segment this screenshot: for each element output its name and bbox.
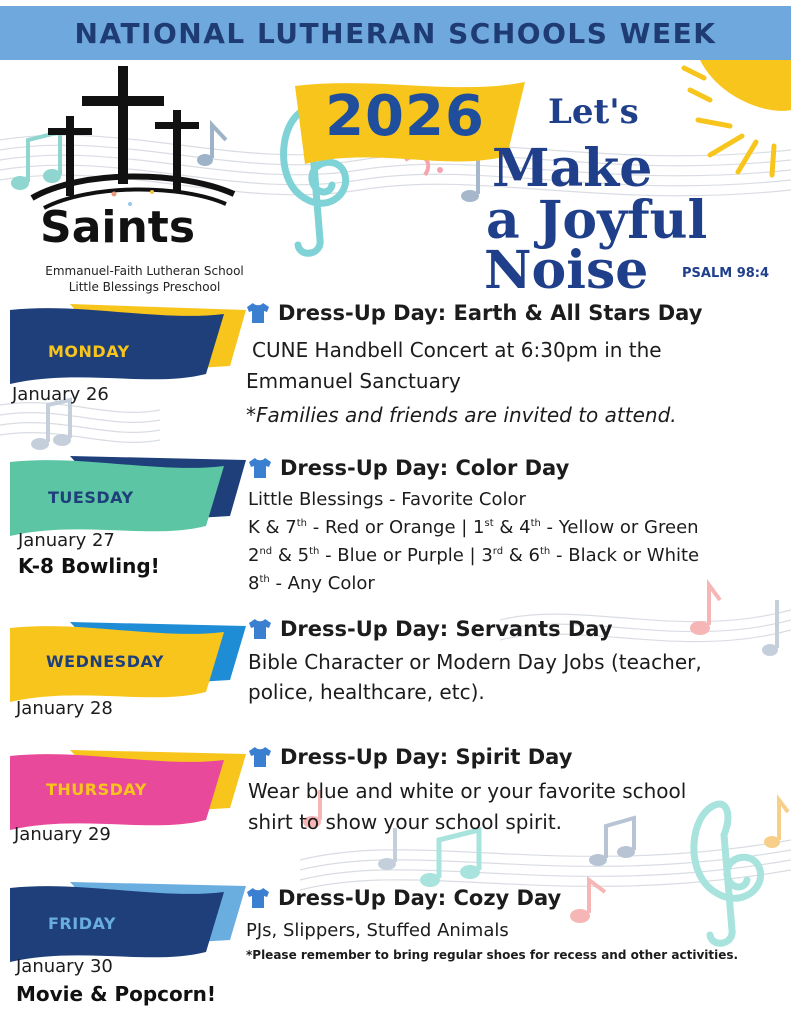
- music-note-icon: [690, 585, 720, 635]
- theme-line-1: Let's: [548, 92, 639, 132]
- shirt-icon: [246, 887, 270, 909]
- day-date-friday: January 30: [16, 956, 113, 977]
- day-date-thursday: January 29: [14, 824, 111, 845]
- theme-line-2: Make: [492, 138, 653, 199]
- day-label-friday: FRIDAY: [48, 914, 116, 933]
- event-note: *Please remember to bring regular shoes for recess and other activities.: [246, 948, 739, 962]
- event-line: Bible Character or Modern Day Jobs (teacher,: [248, 650, 702, 674]
- page-title: NATIONAL LUTHERAN SCHOOLS WEEK: [74, 16, 717, 50]
- ordinal-suffix: rd: [492, 546, 504, 557]
- event-line: CUNE Handbell Concert at 6:30pm in the: [252, 338, 662, 362]
- dress-up-heading-friday: [246, 886, 561, 910]
- ordinal-suffix: th: [309, 546, 320, 557]
- shirt-icon: [248, 618, 272, 640]
- day-label-wednesday: WEDNESDAY: [46, 652, 164, 671]
- day-date-wednesday: January 28: [16, 698, 113, 719]
- day-banner-monday: [10, 300, 250, 392]
- dress-up-title: Dress-Up Day: Servants Day: [280, 617, 613, 641]
- treble-clef-icon: [694, 804, 761, 943]
- ordinal-suffix: th: [530, 518, 541, 529]
- day-date-monday: January 26: [12, 384, 109, 405]
- school-logo-text: Saints: [40, 202, 196, 253]
- day-date-tuesday: January 27: [18, 530, 115, 551]
- grade-color-line: 2nd & 5th - Blue or Purple | 3rd & 6th - Black or White: [248, 545, 700, 566]
- dress-up-title: Dress-Up Day: Cozy Day: [278, 886, 562, 910]
- dress-up-title: Dress-Up Day: Earth & All Stars Day: [278, 301, 703, 325]
- special-event-friday: Movie & Popcorn!: [16, 982, 216, 1006]
- ordinal-suffix: st: [484, 518, 494, 529]
- theme-line-4: Noise: [484, 240, 649, 301]
- day-label-tuesday: TUESDAY: [48, 488, 134, 507]
- grade-color-line: K & 7th - Red or Orange | 1st & 4th - Yellow or Green: [248, 517, 699, 538]
- shirt-icon: [248, 457, 272, 479]
- event-note: *Families and friends are invited to attend.: [246, 403, 677, 427]
- cross-icon: [30, 66, 240, 216]
- ordinal-suffix: th: [296, 518, 308, 529]
- event-line: Wear blue and white or your favorite school: [248, 779, 687, 803]
- event-line: Emmanuel Sanctuary: [246, 369, 461, 393]
- event-line: police, healthcare, etc).: [248, 680, 485, 704]
- music-note-icon: [420, 830, 480, 887]
- day-label-monday: MONDAY: [48, 342, 130, 361]
- dress-up-heading-thursday: [248, 745, 572, 769]
- dress-up-title: Dress-Up Day: Color Day: [280, 456, 570, 480]
- scripture-reference: PSALM 98:4: [682, 266, 770, 281]
- day-label-thursday: THURSDAY: [46, 780, 147, 799]
- ordinal-suffix: th: [540, 546, 551, 557]
- ordinal-suffix: th: [259, 574, 270, 585]
- school-name: Emmanuel-Faith Lutheran School: [45, 264, 244, 278]
- ordinal-suffix: nd: [259, 546, 273, 557]
- music-note-icon: [378, 828, 396, 870]
- theme-line-3: a Joyful: [486, 190, 708, 251]
- dress-up-heading-monday: [246, 301, 702, 325]
- preschool-name: Little Blessings Preschool: [68, 280, 221, 294]
- sun-icon: [680, 60, 791, 180]
- special-event-tuesday: K-8 Bowling!: [18, 554, 160, 578]
- year-label: 2026: [325, 84, 485, 149]
- shirt-icon: [246, 302, 270, 324]
- shirt-icon: [248, 746, 272, 768]
- music-note-icon: [762, 600, 778, 656]
- event-line: PJs, Slippers, Stuffed Animals: [246, 920, 509, 941]
- header-bar: [0, 6, 791, 60]
- grade-color-line: 8th - Any Color: [248, 573, 375, 594]
- event-line: shirt to show your school spirit.: [248, 810, 563, 834]
- music-note-icon: [589, 818, 635, 866]
- dress-up-heading-wednesday: [248, 617, 613, 641]
- dress-up-title: Dress-Up Day: Spirit Day: [280, 745, 573, 769]
- dress-up-heading-tuesday: [248, 456, 569, 480]
- event-line: Little Blessings - Favorite Color: [248, 489, 526, 510]
